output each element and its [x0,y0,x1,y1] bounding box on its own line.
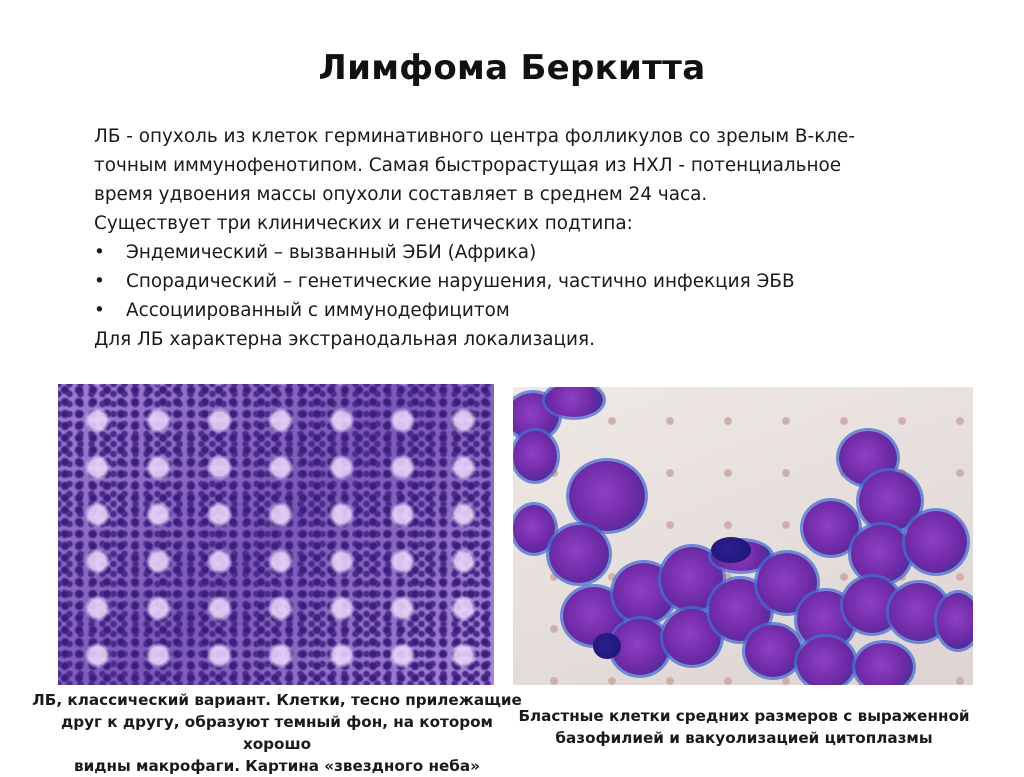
subtype-item [94,296,954,325]
subtypes-intro: Существует три клинических и генетических подтипа: [94,213,633,234]
bullet-icon: • [94,242,105,263]
slide-body [94,122,954,354]
small-lymphocyte [593,633,621,659]
subtype-list [94,238,954,325]
subtype-label: Спорадический – генетические нарушения, частично инфекция ЭБВ [126,271,795,292]
blast-cells-smear-image [513,387,973,685]
subtype-label: Эндемический – вызванный ЭБИ (Африка) [126,242,537,263]
paragraph-line: точным иммунофенотипом. Самая быстрорастущая из НХЛ - потенциальное [94,155,842,176]
blast-cell [569,461,645,531]
paragraph-line: ЛБ - опухоль из клеток герминативного центра фолликулов со зрелым В-кле- [94,126,856,147]
caption-line: видны макрофаги. Картина «звездного неба» [74,757,480,775]
blast-cell [937,593,973,649]
blast-cell [549,525,609,583]
caption-line: ЛБ, классический вариант. Клетки, тесно прилежащие [32,691,522,709]
subtype-item [94,238,954,267]
left-image-caption [30,689,524,777]
paragraph-line: время удвоения массы опухоли составляет в среднем 24 часа. [94,184,708,205]
subtype-item [94,267,954,296]
small-lymphocyte [711,537,751,563]
blast-cell [745,625,801,677]
histology-image-starry-sky [58,384,494,685]
right-image-caption [514,705,974,749]
blast-cell [905,511,967,573]
blast-cell [797,637,855,685]
slide-title: Лимфома Беркитта [318,48,706,88]
closing-line: Для ЛБ характерна экстранодальная локализация. [94,329,595,350]
blast-cell [803,501,859,555]
bullet-icon: • [94,271,105,292]
bullet-icon: • [94,300,105,321]
blast-cell [513,431,557,481]
subtype-label: Ассоциированный с иммунодефицитом [126,300,510,321]
blast-cell [855,643,913,685]
caption-line: базофилией и вакуолизацией цитоплазмы [555,729,933,747]
blast-cell [851,525,911,583]
caption-line: Бластные клетки средних размеров с выраженной [518,707,970,725]
blast-cell [513,505,555,553]
blast-cell [545,387,603,417]
caption-line: друг к другу, образуют темный фон, на котором хорошо [61,713,493,753]
